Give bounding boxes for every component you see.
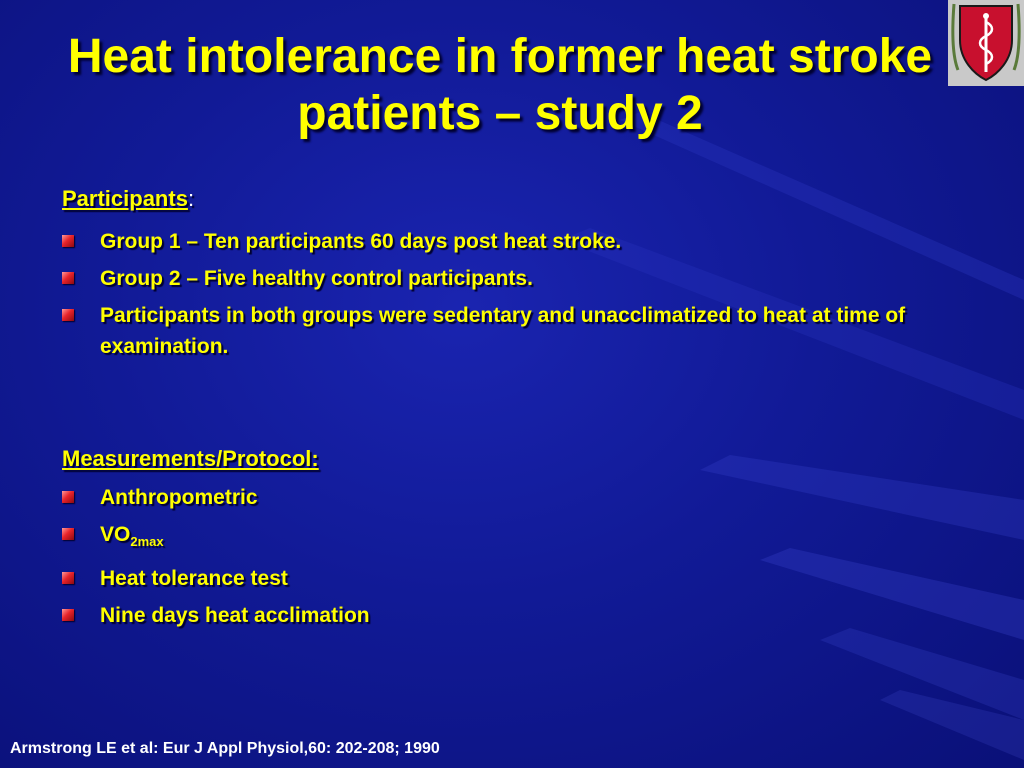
medical-corps-shield-emblem-icon — [948, 0, 1024, 86]
participants-heading-label: Participants — [62, 186, 188, 211]
logo — [948, 0, 1024, 86]
slide-title: Heat intolerance in former heat stroke patients – study 2 — [67, 30, 933, 140]
list-item — [62, 482, 972, 513]
list-item — [62, 226, 972, 257]
protocol-heading — [62, 446, 319, 472]
red-square-bullet-icon — [62, 572, 74, 584]
protocol-heading-label: Measurements/Protocol: — [62, 446, 319, 471]
red-square-bullet-icon — [62, 528, 74, 540]
bullet-text: Group 1 – Ten participants 60 days post heat stroke. — [100, 230, 622, 253]
bullet-text-vo2max — [100, 523, 164, 550]
list-item — [62, 600, 972, 631]
red-square-bullet-icon — [62, 272, 74, 284]
list-item — [62, 263, 972, 294]
list-item — [62, 563, 972, 594]
vo2-subscript: 2max — [130, 534, 164, 550]
bullet-text: Anthropometric — [100, 486, 258, 509]
red-square-bullet-icon — [62, 491, 74, 503]
participants-heading — [62, 186, 194, 212]
red-square-bullet-icon — [62, 235, 74, 247]
bullet-text: Participants in both groups were sedentary and unacclimatized to heat at time of examination. — [100, 304, 906, 358]
protocol-list — [62, 482, 972, 637]
bullet-text: Nine days heat acclimation — [100, 604, 370, 628]
list-item — [62, 300, 972, 362]
red-square-bullet-icon — [62, 309, 74, 321]
bullet-text: Heat tolerance test — [100, 567, 288, 591]
citation-footer: Armstrong LE et al: Eur J Appl Physiol,60: 202-208; 1990 — [10, 740, 440, 757]
participants-heading-colon: : — [187, 186, 195, 211]
red-square-bullet-icon — [62, 609, 74, 621]
list-item — [62, 519, 972, 557]
bullet-text: Group 2 – Five healthy control participants. — [100, 267, 533, 290]
participants-list — [62, 226, 972, 368]
vo2-base: VO — [100, 523, 131, 546]
